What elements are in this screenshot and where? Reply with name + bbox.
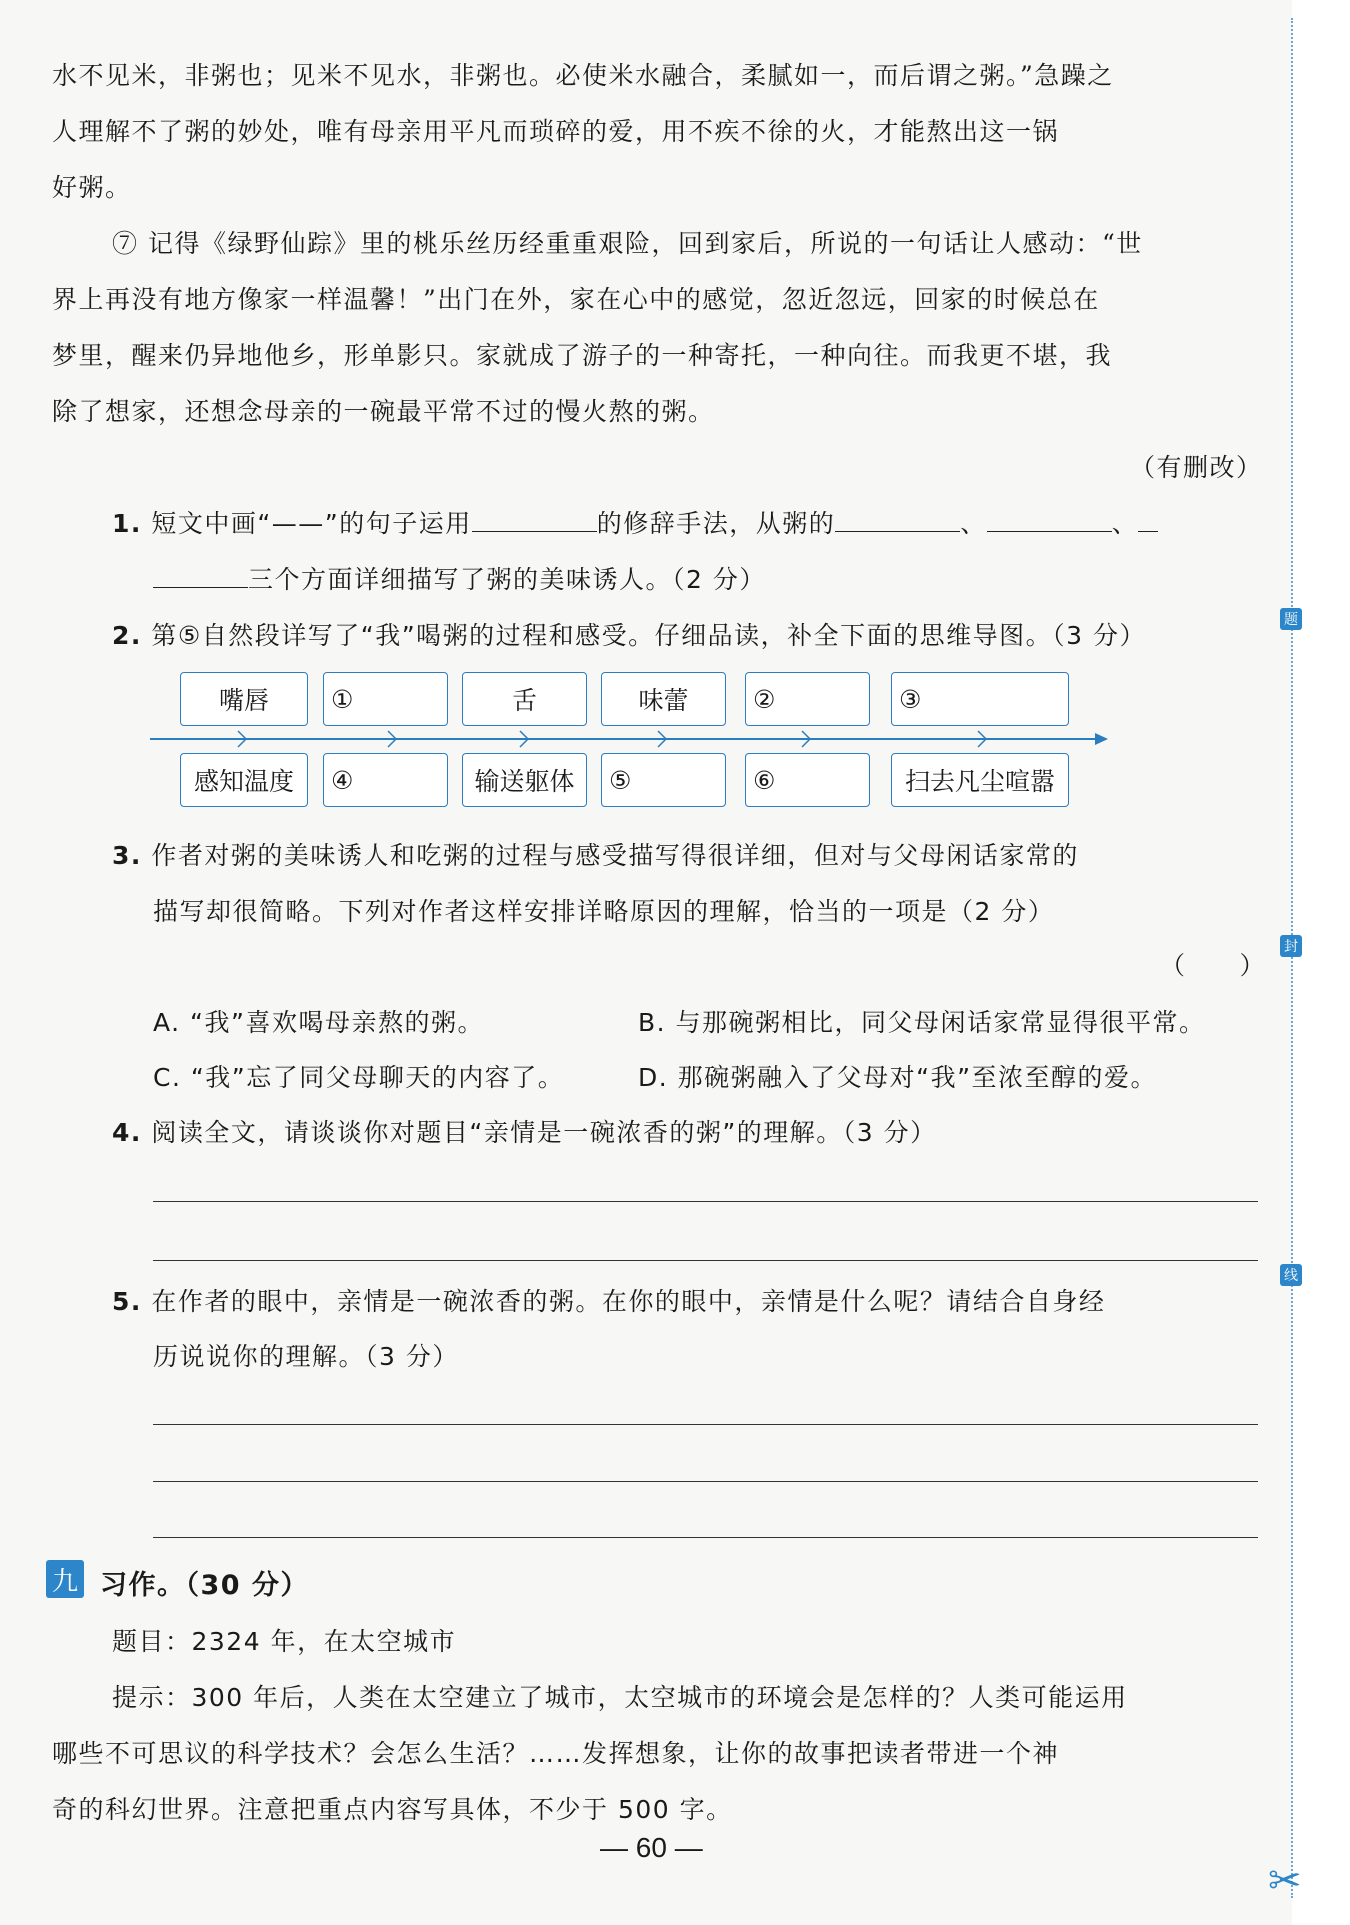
- essay-hint: 提示：300 年后，人类在太空建立了城市，太空城市的环境会是怎样的？人类可能运用: [112, 1683, 1128, 1712]
- question-text: 作者对粥的美味诱人和吃粥的过程与感受描写得很详细，但对与父母闲话家常的: [151, 841, 1079, 870]
- question-3: [112, 836, 1079, 872]
- mindmap-top-4: 味蕾: [601, 672, 726, 726]
- question-number: 3.: [112, 841, 142, 870]
- question-number: 1.: [112, 509, 142, 538]
- separator: 、: [1111, 509, 1139, 538]
- margin-tag: 题: [1280, 608, 1302, 630]
- question-number: 2.: [112, 621, 142, 650]
- passage-line: 好粥。: [52, 173, 132, 202]
- source-note: （有删改）: [1130, 453, 1263, 482]
- mindmap-top-1: 嘴唇: [180, 672, 308, 726]
- question-1: [112, 504, 1158, 540]
- margin-tag: 线: [1280, 1264, 1302, 1286]
- question-text: 描写却很简略。下列对作者这样安排详略原因的理解，恰当的一项是（2 分）: [153, 897, 1055, 926]
- question-text: 在作者的眼中，亲情是一碗浓香的粥。在你的眼中，亲情是什么呢？请结合自身经: [151, 1287, 1106, 1316]
- cut-line: [1291, 18, 1293, 1898]
- question-number: 4.: [112, 1118, 142, 1147]
- essay-title: 题目：2324 年，在太空城市: [112, 1627, 457, 1656]
- answer-line[interactable]: [153, 1481, 1258, 1482]
- page-number: — 60 —: [600, 1832, 703, 1863]
- mindmap-bottom-4[interactable]: ⑤: [601, 753, 726, 807]
- mindmap-bottom-3: 输送躯体: [462, 753, 587, 807]
- question-number: 5.: [112, 1287, 142, 1316]
- mindmap-top-5[interactable]: ②: [745, 672, 870, 726]
- mindmap-arrow: [150, 725, 1110, 755]
- answer-blank[interactable]: [472, 509, 597, 532]
- answer-blank[interactable]: [1138, 509, 1158, 532]
- separator: 、: [960, 509, 987, 538]
- mindmap-top-2[interactable]: ①: [323, 672, 448, 726]
- mindmap-bottom-2[interactable]: ④: [323, 753, 448, 807]
- answer-line[interactable]: [153, 1260, 1258, 1261]
- section-tag: 九: [46, 1560, 84, 1598]
- passage-line: ⑦ 记得《绿野仙踪》里的桃乐丝历经重重艰险，回到家后，所说的一句话让人感动：“世: [112, 229, 1143, 258]
- question-2: [112, 616, 1146, 652]
- question-text: 第⑤自然段详写了“我”喝粥的过程和感受。仔细品读，补全下面的思维导图。（3 分）: [151, 621, 1147, 650]
- question-1-cont: [153, 560, 766, 596]
- section-heading: 习作。（30 分）: [100, 1570, 309, 1601]
- question-text: 的修辞手法，从粥的: [596, 509, 836, 538]
- answer-blank[interactable]: [987, 509, 1112, 532]
- question-5: [112, 1282, 1105, 1318]
- scissors-icon: ✂: [1268, 1858, 1302, 1904]
- question-text: 三个方面详细描写了粥的美味诱人。（2 分）: [248, 565, 766, 594]
- answer-line[interactable]: [153, 1537, 1258, 1538]
- answer-bracket[interactable]: （ ）: [1160, 951, 1267, 980]
- option-b[interactable]: B. 与那碗粥相比，同父母闲话家常显得很平常。: [638, 1008, 1206, 1037]
- mindmap-bottom-6: 扫去凡尘喧嚣: [891, 753, 1069, 807]
- option-a[interactable]: A. “我”喜欢喝母亲熬的粥。: [153, 1008, 484, 1037]
- essay-hint: 奇的科幻世界。注意把重点内容写具体，不少于 500 字。: [52, 1795, 733, 1824]
- passage-line: 梦里，醒来仍异地他乡，形单影只。家就成了游子的一种寄托，一种向往。而我更不堪，我: [52, 341, 1113, 370]
- passage-line: 除了想家，还想念母亲的一碗最平常不过的慢火熬的粥。: [52, 397, 715, 426]
- option-d[interactable]: D. 那碗粥融入了父母对“我”至浓至醇的爱。: [638, 1063, 1158, 1092]
- passage-line: 界上再没有地方像家一样温馨！”出门在外，家在心中的感觉，忽近忽远，回家的时候总在: [52, 285, 1100, 314]
- mindmap-bottom-5[interactable]: ⑥: [745, 753, 870, 807]
- question-text: 阅读全文，请谈谈你对题目“亲情是一碗浓香的粥”的理解。（3 分）: [151, 1118, 937, 1147]
- answer-blank[interactable]: [835, 509, 960, 532]
- answer-line[interactable]: [153, 1201, 1258, 1202]
- essay-hint: 哪些不可思议的科学技术？会怎么生活？……发挥想象，让你的故事把读者带进一个神: [52, 1739, 1060, 1768]
- mindmap-top-3: 舌: [462, 672, 587, 726]
- answer-blank[interactable]: [153, 565, 248, 588]
- answer-line[interactable]: [153, 1424, 1258, 1425]
- mindmap-bottom-1: 感知温度: [180, 753, 308, 807]
- question-text: 短文中画“——”的句子运用: [151, 509, 472, 538]
- option-c[interactable]: C. “我”忘了同父母聊天的内容了。: [153, 1063, 565, 1092]
- question-text: 历说说你的理解。（3 分）: [153, 1342, 459, 1371]
- question-4: [112, 1113, 937, 1149]
- passage-line: 人理解不了粥的妙处，唯有母亲用平凡而琐碎的爱，用不疾不徐的火，才能熬出这一锅: [52, 117, 1060, 146]
- margin-tag: 封: [1280, 935, 1302, 957]
- mindmap-top-6[interactable]: ③: [891, 672, 1069, 726]
- passage-line: 水不见米，非粥也；见米不见水，非粥也。必使米水融合，柔腻如一，而后谓之粥。”急躁之: [52, 61, 1114, 90]
